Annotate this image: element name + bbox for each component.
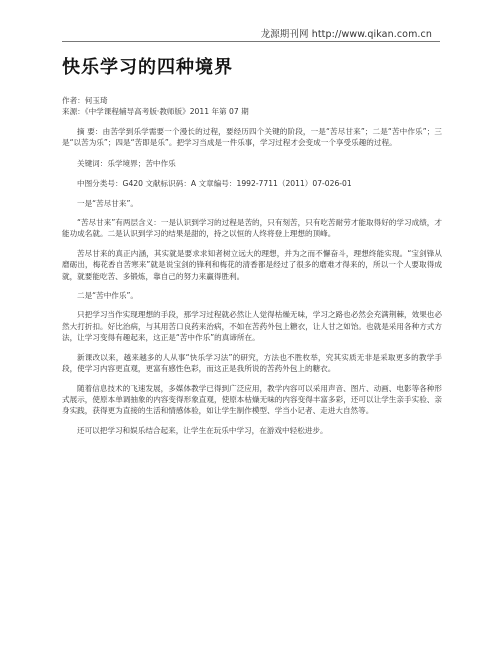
body-paragraph: 新课改以来，越来越多的人从事“快乐学习法”的研究，方法也不胜枚举，究其实质无非是采取更多的教学手段，使学习内容更直观，更富有感性色彩，而这正是我所说的苦药外包上的糖衣。 xyxy=(62,352,442,374)
article xyxy=(62,55,442,436)
body-paragraph: “苦尽甘来”有两层含义：一是认识到学习的过程是苦的，只有刻苦，只有吃苦耐劳才能取得好的学习成绩，才能功成名就。二是认识到学习的结果是甜的，持之以恒的人终将登上理想的顶峰。 xyxy=(62,218,442,239)
body-paragraph: 苦尽甘来的真正内涵，其实就是要求求知者树立远大的理想，并为之而不懈奋斗，理想终能实现。“宝剑锋从磨砺出，梅花香自苦寒来”就是说宝剑的锋利和梅花的清香都是经过了很多的磨难才得来的，所以一个人要取得成就，就要能吃苦、多锻炼，靠自己的努力来赢得胜利。 xyxy=(62,248,442,281)
article-source: 来源：《中学课程辅导高考版·教师版》2011 年第 07 期 xyxy=(62,107,249,116)
article-author: 作者：何玉琦 xyxy=(62,96,108,105)
body-paragraph: 随着信息技术的飞速发展，多媒体教学已得到广泛应用，教学内容可以采用声音、图片、动画、电影等各种形式展示，使原本单调抽象的内容变得形象直观，使原本枯燥无味的内容变得丰富多彩，还可以让学生亲手实验、亲身实践，获得更为直接的生活和情感体验，如让学生制作模型、学当小记者、走进大自然等。 xyxy=(62,383,442,416)
classification-line: 中图分类号：G420 文献标识码：A 文章编号：1992-7711（2011）07-026-01 xyxy=(77,179,352,189)
body-paragraph: 还可以把学习和娱乐结合起来，让学生在玩乐中学习，在游戏中轻松进步。 xyxy=(77,425,328,435)
body-paragraph: 只把学习当作实现理想的手段，那学习过程就必然让人觉得枯燥无味，学习之路也必然会充满荆棘，效果也必然大打折扣。好比治病，与其用苦口良药来治病，不如在苦药外包上糖衣，让人甘之如饴。也就是采用各种方式方法，让学习变得有趣起来，这正是“苦中作乐”的真谛所在。 xyxy=(62,310,442,343)
article-title: 快乐学习的四种境界 xyxy=(62,57,233,78)
abstract: 摘 要：由苦学到乐学需要一个漫长的过程，要经历四个关键的阶段，一是“苦尽甘来”；二是“苦中作乐”；三是“以苦为乐”；四是“苦即是乐”。把学习当成是一件乐事，学习过程才会变成一个享受乐趣的过程。 xyxy=(62,127,442,148)
section-heading-1: 一是“苦尽甘来”。 xyxy=(77,198,139,208)
site-header: 龙源期刊网 http://www.qikan.com.cn xyxy=(260,29,432,40)
header-divider xyxy=(62,41,440,42)
keywords: 关键词：乐学境界；苦中作乐 xyxy=(77,158,176,168)
section-heading-2: 二是“苦中作乐”。 xyxy=(77,291,139,301)
